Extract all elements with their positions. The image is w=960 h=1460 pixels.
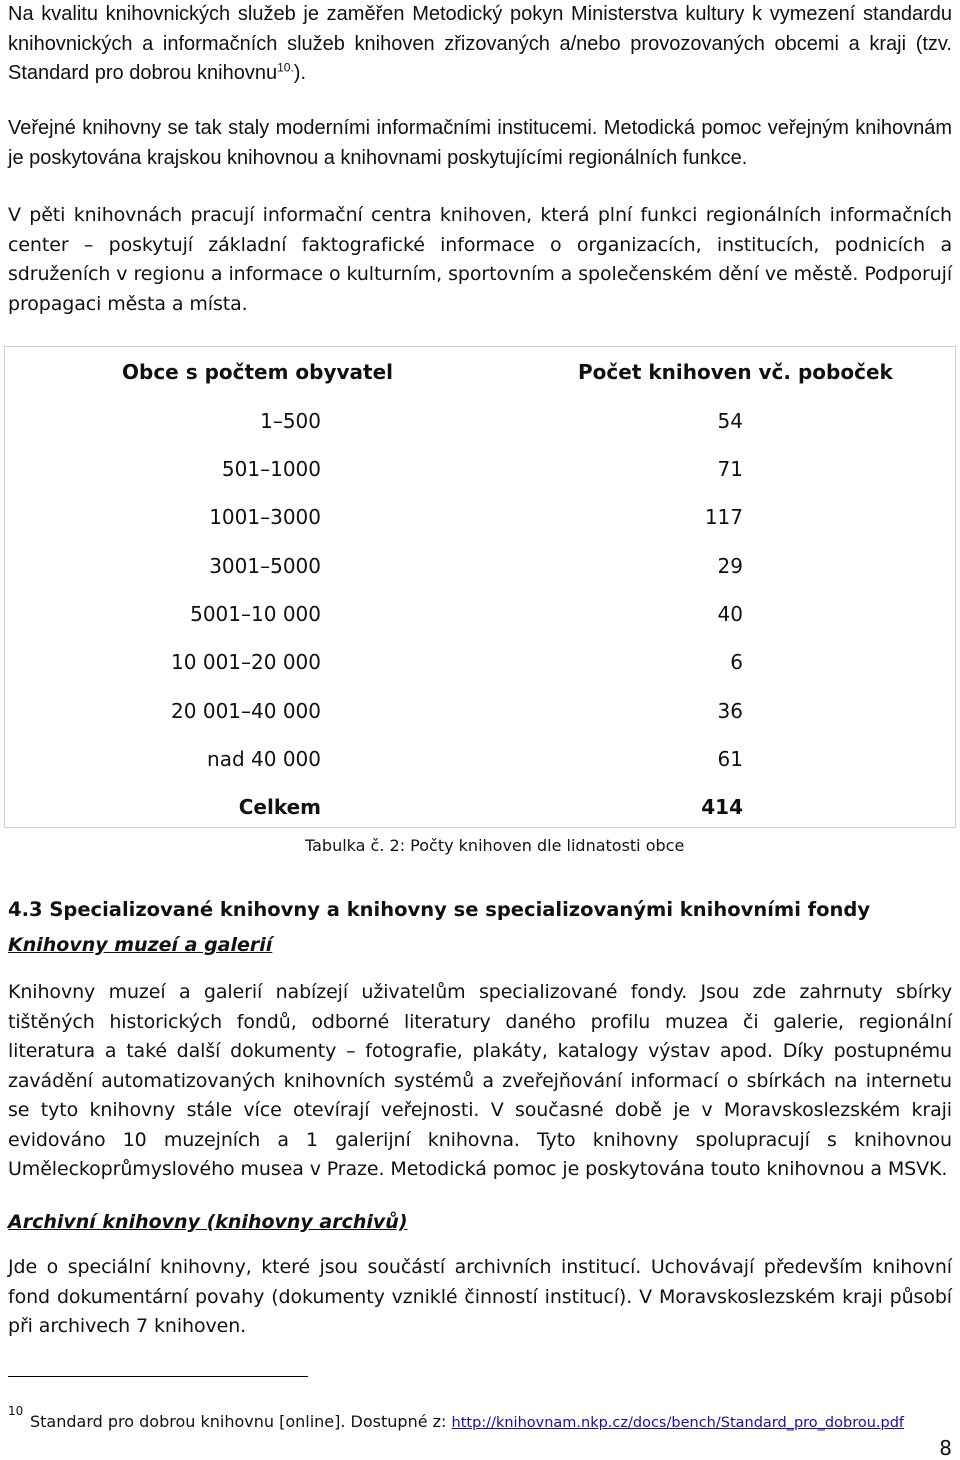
table-header-library-count: Počet knihoven vč. poboček	[578, 360, 893, 384]
table-cell-count: 36	[717, 699, 743, 723]
footnote	[30, 1411, 904, 1434]
footnote-ref[interactable]: 10.	[277, 60, 294, 75]
table-total-label: Celkem	[238, 795, 321, 819]
table-cell-count: 40	[717, 602, 743, 626]
archive-libraries-paragraph: Jde o speciální knihovny, které jsou součástí archivních institucí. Uchovávají především knihovní fond dokumentární povahy (dokumenty vzniklé činností institucí). V Moravskoslezském kraji působí při archivech 7 knihoven.	[8, 1256, 952, 1337]
intro-paragraph-1-text: Na kvalitu knihovnických služeb je zaměřen Metodický pokyn Ministerstva kultury k vymezení standardu knihovnických a informačních služeb knihoven zřizovaných a/nebo provozovaných obcemi a kraji (tzv. Standard pro dobrou knihovnu	[8, 3, 952, 84]
footnote-text: Standard pro dobrou knihovnu [online]. Dostupné z:	[30, 1412, 447, 1431]
subheading-archive-libraries: Archivní knihovny (knihovny archivů)	[8, 1211, 408, 1233]
intro-paragraph-2: Veřejné knihovny se tak staly moderními informačními institucemi. Metodická pomoc veřejným knihovnám je poskytována krajskou knihovnou a knihovnami poskytujícími regionálních funkce.	[8, 117, 952, 169]
table-cell-range: 10 001–20 000	[171, 650, 321, 674]
intro-paragraph-1-end: ).	[293, 62, 306, 84]
section-heading: 4.3 Specializované knihovny a knihovny se specializovanými knihovními fondy	[8, 898, 871, 921]
table-cell-count: 29	[717, 554, 743, 578]
table-cell-range: nad 40 000	[207, 747, 321, 771]
table-cell-count: 61	[717, 747, 743, 771]
table-total-value: 414	[701, 795, 743, 819]
table-cell-count: 71	[717, 457, 743, 481]
table-cell-range: 20 001–40 000	[171, 699, 321, 723]
page-number: 8	[939, 1436, 952, 1460]
table-caption: Tabulka č. 2: Počty knihoven dle lidnatosti obce	[305, 836, 685, 855]
table-cell-count: 54	[717, 409, 743, 433]
footnote-number: 10	[8, 1404, 24, 1418]
footnote-divider	[8, 1376, 308, 1377]
table-cell-range: 1–500	[260, 409, 321, 433]
table-cell-count: 117	[704, 505, 743, 529]
table-cell-range: 1001–3000	[209, 505, 321, 529]
intro-paragraph-1	[8, 0, 952, 89]
table-cell-range: 501–1000	[221, 457, 321, 481]
library-count-table	[4, 346, 956, 828]
footnote-link[interactable]: http://knihovnam.nkp.cz/docs/bench/Standard_pro_dobrou.pdf	[451, 1415, 905, 1431]
museum-libraries-paragraph: Knihovny muzeí a galerií nabízejí uživatelům specializované fondy. Jsou zde zahrnuty sbírky tištěných historických fondů, odborné literatury daného profilu muzea či galerie, regionální literatura a také další dokumenty – fotografie, plakáty, katalogy výstav apod. Díky postupnému zavádění automatizovaných knihovních systémů a zveřejňování informací o sbírkách na internetu se tyto knihovny stále více otevírají veřejnosti. V současné době je v Moravskoslezském kraji evidováno 10 muzejních a 1 galerijní knihovna. Tyto knihovny spolupracují s knihovnou Uměleckoprůmyslového musea v Praze. Metodická pomoc je poskytována touto knihovnou a MSVK.	[8, 981, 952, 1180]
subheading-museum-libraries: Knihovny muzeí a galerií	[8, 934, 273, 956]
table-cell-range: 5001–10 000	[190, 602, 321, 626]
table-cell-range: 3001–5000	[209, 554, 321, 578]
table-header-population: Obce s počtem obyvatel	[122, 360, 394, 384]
table-cell-count: 6	[730, 650, 743, 674]
intro-paragraph-3: V pěti knihovnách pracují informační centra knihoven, která plní funkci regionálních informačních center – poskytují základní faktografické informace o organizacích, institucích, podnicích a sdruženích v regionu a informace o kulturním, sportovním a společenském dění ve městě. Podporují propagaci města a místa.	[8, 204, 952, 315]
